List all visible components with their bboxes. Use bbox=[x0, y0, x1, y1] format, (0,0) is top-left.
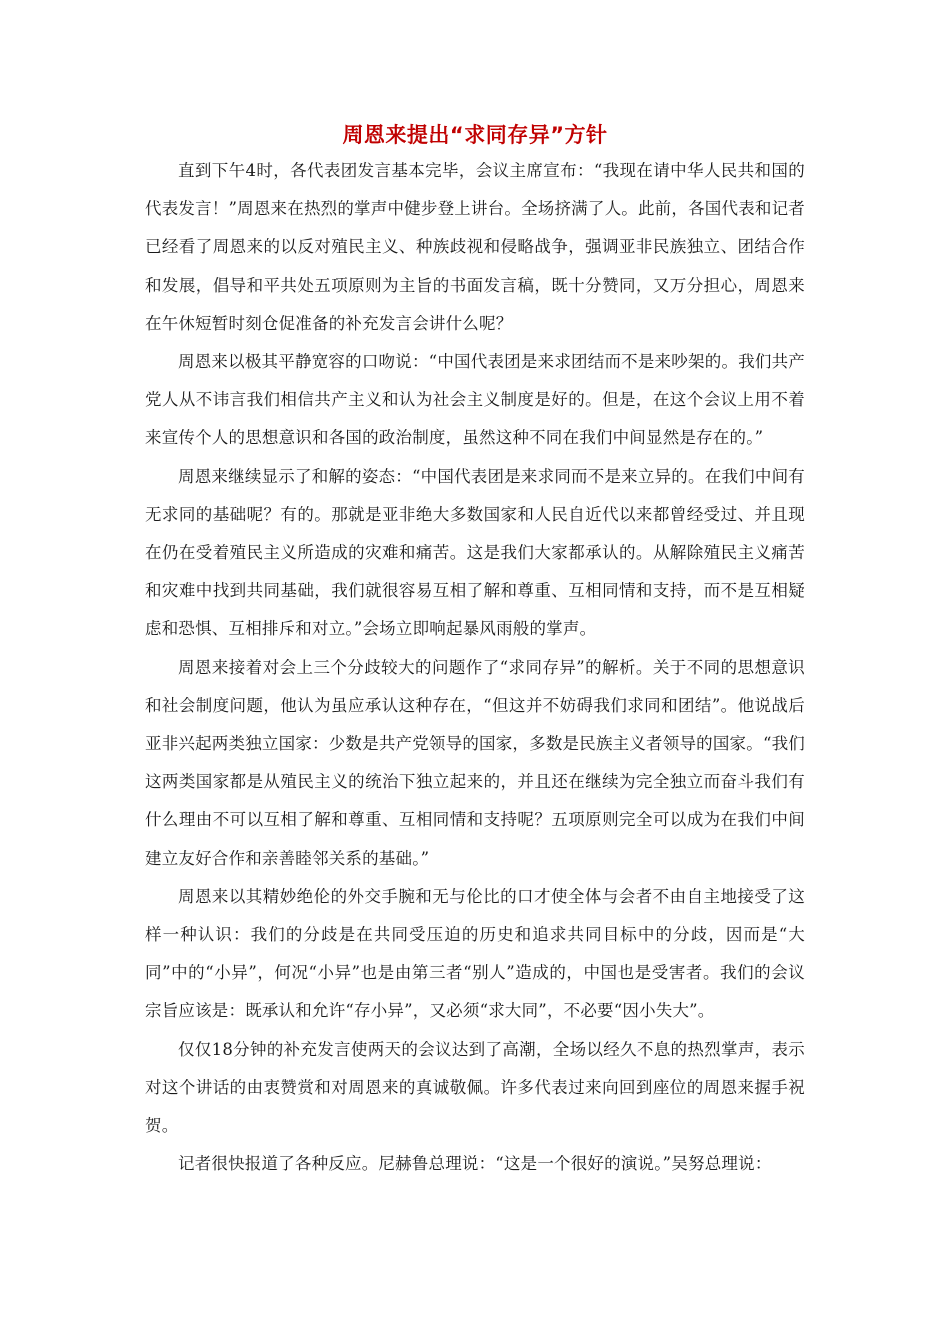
paragraph-1: 直到下午4时，各代表团发言基本完毕，会议主席宣布：“我现在请中华人民共和国的代表发言！”周恩来在热烈的掌声中健步登上讲台。全场挤满了人。此前，各国代表和记者已经看了周恩来的以反对殖民主义、种族歧视和侵略战争，强调亚非民族独立、团结合作和发展，倡导和平共处五项原则为主旨的书面发言稿，既十分赞同，又万分担心，周恩来在午休短暂时刻仓促准备的补充发言会讲什么呢？ bbox=[145, 161, 805, 333]
paragraph-6: 仅仅18分钟的补充发言使两天的会议达到了高潮，全场以经久不息的热烈掌声，表示对这个讲话的由衷赞赏和对周恩来的真诚敬佩。许多代表过来向回到座位的周恩来握手祝贺。 bbox=[145, 1039, 805, 1136]
paragraph-4: 周恩来接着对会上三个分歧较大的问题作了“求同存异”的解析。关于不同的思想意识和社会制度问题，他认为虽应承认这种存在，“但这并不妨碍我们求同和团结”。他说战后亚非兴起两类独立国家：少数是共产党领导的国家，多数是民族主义者领导的国家。“我们这两类国家都是从殖民主义的统治下独立起来的，并且还在继续为完全独立而奋斗我们有什么理由不可以互相了解和尊重、互相同情和支持呢？五项原则完全可以成为在我们中间建立友好合作和亲善睦邻关系的基础。” bbox=[145, 657, 805, 868]
paragraph-2: 周恩来以极其平静宽容的口吻说：“中国代表团是来求团结而不是来吵架的。我们共产党人从不讳言我们相信共产主义和认为社会主义制度是好的。但是，在这个会议上用不着来宣传个人的思想意识和各国的政治制度，虽然这种不同在我们中间显然是存在的。” bbox=[145, 352, 805, 448]
paragraph-3: 周恩来继续显示了和解的姿态：“中国代表团是来求同而不是来立异的。在我们中间有无求同的基础呢？有的。那就是亚非绝大多数国家和人民自近代以来都曾经受过、并且现在仍在受着殖民主义所造成的灾难和痛苦。这是我们大家都承认的。从解除殖民主义痛苦和灾难中找到共同基础，我们就很容易互相了解和尊重、互相同情和支持，而不是互相疑虑和恐惧、互相排斥和对立。”会场立即响起暴风雨般的掌声。 bbox=[145, 466, 805, 639]
paragraph-7: 记者很快报道了各种反应。尼赫鲁总理说：“这是一个很好的演说。”吴努总理说： bbox=[178, 1154, 772, 1174]
document-page bbox=[145, 118, 805, 1183]
article-title: 周恩来提出“求同存异”方针 bbox=[342, 123, 608, 147]
paragraph-5: 周恩来以其精妙绝伦的外交手腕和无与伦比的口才使全体与会者不由自主地接受了这样一种认识：我们的分歧是在共同受压迫的历史和追求共同目标中的分歧，因而是“大同”中的“小异”，何况“小异”也是由第三者“别人”造成的，中国也是受害者。我们的会议宗旨应该是：既承认和允许“存小异”，又必须“求大同”，不必要“因小失大”。 bbox=[145, 886, 805, 1021]
